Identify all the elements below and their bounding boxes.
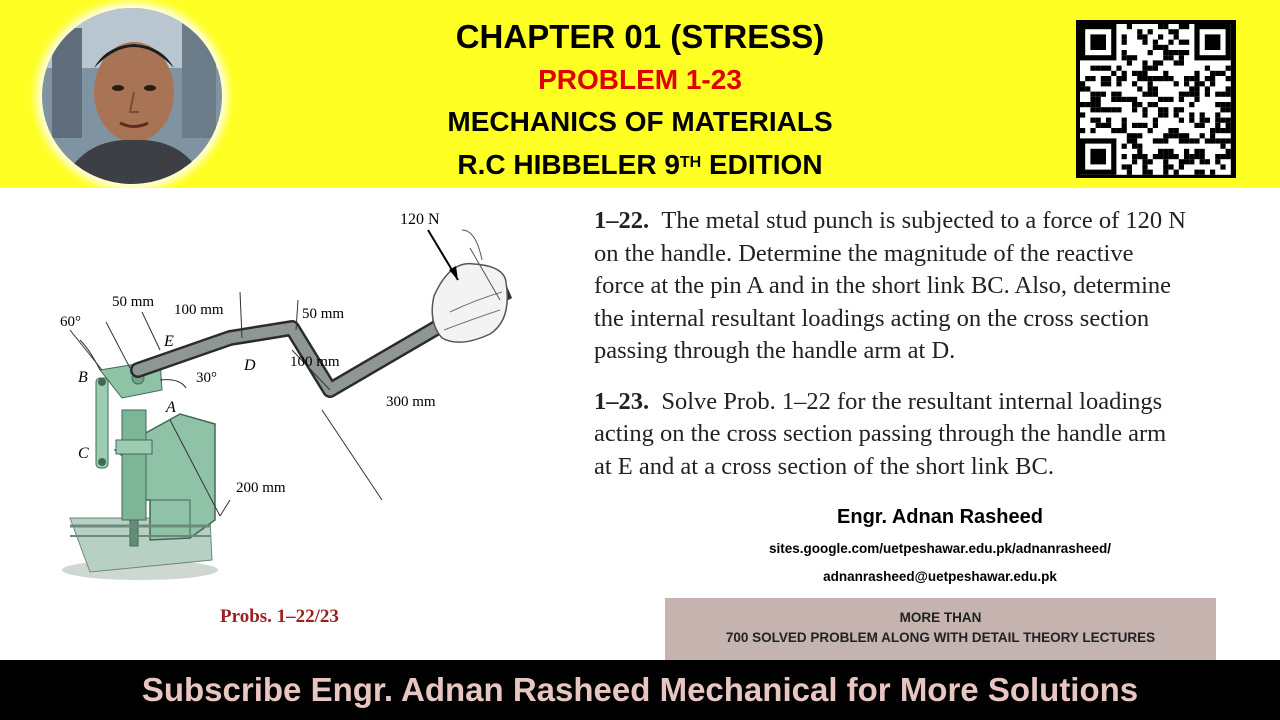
problem-1-23: 1–23. Solve Prob. 1–22 for the resultant internal loadings acting on the cross section passing through the handle arm at E and at a cross section of the short link BC. xyxy=(594,387,1167,480)
promo-line-2: 700 SOLVED PROBLEM ALONG WITH DETAIL THEORY LECTURES xyxy=(725,630,1156,645)
punch-figure xyxy=(30,200,550,640)
dim-300mm: 300 mm xyxy=(386,394,436,410)
point-c-label: C xyxy=(78,445,89,462)
force-label: 120 N xyxy=(400,211,440,228)
book-title: R.C HIBBELER 9TH EDITION xyxy=(457,149,823,180)
point-d-label: D xyxy=(244,357,256,374)
dim-200mm: 200 mm xyxy=(236,480,286,496)
promo-banner xyxy=(665,598,1216,660)
qr-code[interactable] xyxy=(1076,20,1236,178)
problem-title: PROBLEM 1-23 xyxy=(538,64,742,95)
author-email-link[interactable]: adnanrasheed@uetpeshawar.edu.pk xyxy=(823,569,1057,584)
author-website-link[interactable]: sites.google.com/uetpeshawar.edu.pk/adnanrasheed/ xyxy=(768,541,1112,556)
author-name: Engr. Adnan Rasheed xyxy=(837,506,1043,528)
title-block xyxy=(380,14,900,186)
chapter-title: CHAPTER 01 (STRESS) xyxy=(455,18,825,55)
dim-50mm-a: 50 mm xyxy=(112,294,155,310)
problem-statement xyxy=(594,205,1264,483)
point-e-label: E xyxy=(164,333,174,350)
figure-caption: Probs. 1–22/23 xyxy=(220,606,339,627)
promo-line-1: MORE THAN xyxy=(899,610,982,625)
author-avatar xyxy=(42,8,222,184)
header-banner xyxy=(0,0,1280,188)
angle-30-label: 30° xyxy=(196,370,217,386)
subscribe-footer[interactable]: Subscribe Engr. Adnan Rasheed Mechanical for More Solutions xyxy=(0,660,1280,720)
problem-1-22: 1–22. The metal stud punch is subjected to a force of 120 N on the handle. Determine the magnitude of the reactive force at the pin A and in the short link BC. Also, determine the internal resultant loadings acting on the cross section passing through the handle arm at D. xyxy=(594,207,1186,364)
point-b-label: B xyxy=(78,369,88,386)
point-a-label: A xyxy=(166,399,176,416)
angle-60-label: 60° xyxy=(60,314,81,330)
dim-100mm-b: 100 mm xyxy=(290,354,340,370)
subject-title: MECHANICS OF MATERIALS xyxy=(447,106,833,137)
dim-100mm-a: 100 mm xyxy=(174,302,224,318)
dim-50mm-b: 50 mm xyxy=(302,306,345,322)
